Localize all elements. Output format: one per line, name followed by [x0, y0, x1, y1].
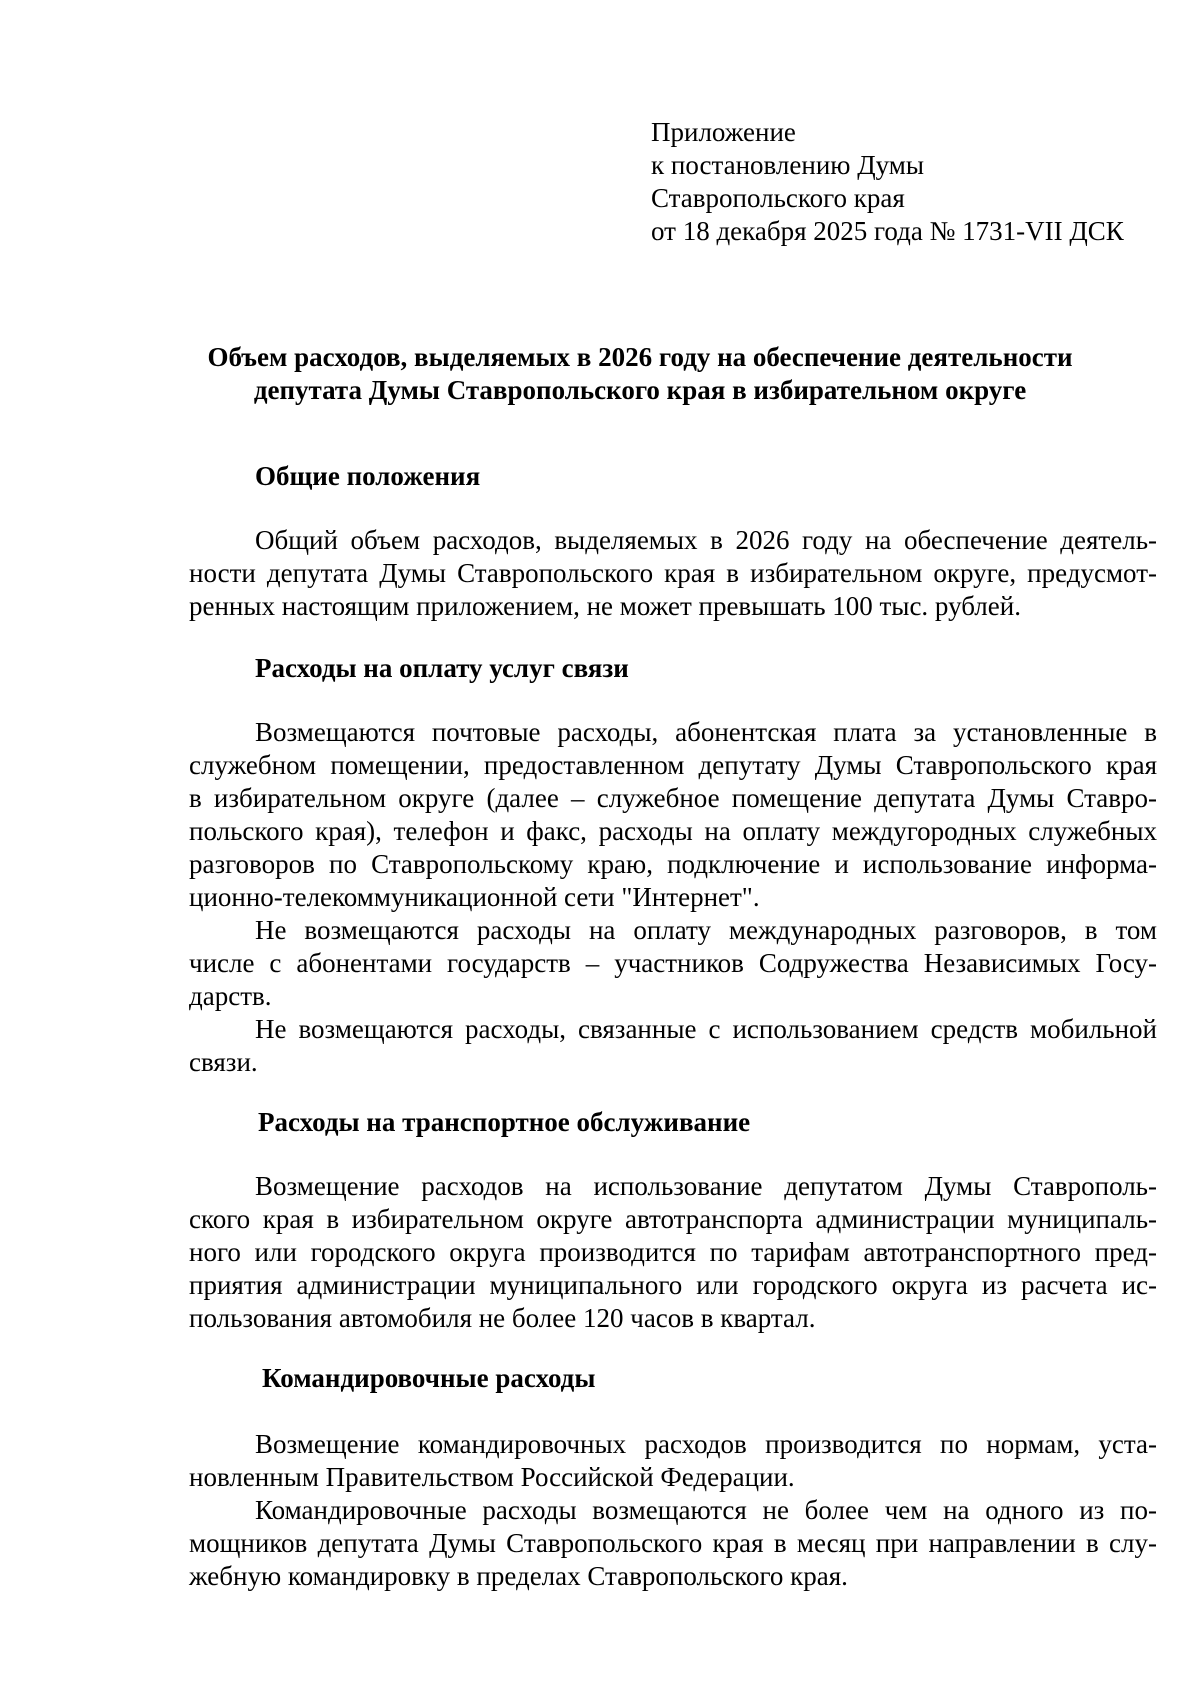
- paragraph-communication-reimbursed: [189, 716, 1157, 914]
- paragraph-general-total: [189, 524, 1157, 623]
- paragraph-line: ного или городского округа производится по тарифам автотранспортного пред-: [189, 1237, 1157, 1267]
- document-title: [150, 341, 1130, 407]
- appendix-region: Ставропольского края: [651, 183, 905, 213]
- paragraph-line: разговоров по Ставропольскому краю, подключение и использование информа-: [189, 849, 1157, 879]
- paragraph-line: служебном помещении, предоставленном депутату Думы Ставропольского края: [189, 750, 1157, 780]
- paragraph-line: числе с абонентами государств – участников Содружества Независимых Госу-: [189, 948, 1157, 978]
- paragraph-line: польского края), телефон и факс, расходы на оплату междугородных служебных: [189, 816, 1157, 846]
- document-title-line: депутата Думы Ставропольского края в избирательном округе: [253, 375, 1027, 405]
- document-title-line: Объем расходов, выделяемых в 2026 году на обеспечение деятельности: [207, 342, 1073, 372]
- paragraph-line: приятия администрации муниципального или городского округа из расчета ис-: [189, 1270, 1157, 1300]
- paragraph-transport: [189, 1170, 1157, 1335]
- paragraph-travel-limit: [189, 1494, 1157, 1593]
- paragraph-line: в избирательном округе (далее – служебное помещение депутата Думы Ставро-: [189, 783, 1157, 813]
- paragraph-line: новленным Правительством Российской Федерации.: [189, 1462, 795, 1492]
- paragraph-line: мощников депутата Думы Ставропольского края в месяц при направлении в слу-: [189, 1528, 1157, 1558]
- paragraph-line: жебную командировку в пределах Ставропольского края.: [189, 1561, 848, 1591]
- paragraph-line: Возмещение расходов на использование депутатом Думы Ставрополь-: [255, 1171, 1157, 1201]
- paragraph-line: ренных настоящим приложением, не может превышать 100 тыс. рублей.: [189, 591, 1021, 621]
- appendix-reference: к постановлению Думы: [651, 150, 924, 180]
- paragraph-line: связи.: [189, 1047, 258, 1077]
- paragraph-line: пользования автомобиля не более 120 часов в квартал.: [189, 1303, 816, 1333]
- paragraph-travel-norms: [189, 1428, 1157, 1494]
- section-heading-communication: Расходы на оплату услуг связи: [255, 653, 629, 683]
- section-heading-travel: Командировочные расходы: [262, 1363, 596, 1393]
- paragraph-communication-international: [189, 914, 1157, 1013]
- appendix-header: [651, 116, 1124, 248]
- paragraph-line: ского края в избирательном округе автотранспорта администрации муниципаль-: [189, 1204, 1157, 1234]
- paragraph-line: Возмещаются почтовые расходы, абонентская плата за установленные в: [255, 717, 1157, 747]
- appendix-date-number: от 18 декабря 2025 года № 1731-VII ДСК: [651, 216, 1124, 246]
- paragraph-line: Возмещение командировочных расходов производится по нормам, уста-: [255, 1429, 1157, 1459]
- paragraph-communication-mobile: [189, 1013, 1157, 1079]
- paragraph-line: ционно-телекоммуникационной сети "Интернет".: [189, 882, 760, 912]
- appendix-label: Приложение: [651, 117, 796, 147]
- paragraph-line: Общий объем расходов, выделяемых в 2026 году на обеспечение деятель-: [255, 525, 1157, 555]
- section-heading-transport: Расходы на транспортное обслуживание: [258, 1107, 751, 1137]
- paragraph-line: Не возмещаются расходы, связанные с использованием средств мобильной: [255, 1014, 1157, 1044]
- section-heading-general: Общие положения: [255, 461, 481, 491]
- paragraph-line: Командировочные расходы возмещаются не более чем на одного из по-: [255, 1495, 1157, 1525]
- paragraph-line: Не возмещаются расходы на оплату международных разговоров, в том: [255, 915, 1157, 945]
- paragraph-line: ности депутата Думы Ставропольского края в избирательном округе, предусмот-: [189, 558, 1157, 588]
- paragraph-line: дарств.: [189, 981, 272, 1011]
